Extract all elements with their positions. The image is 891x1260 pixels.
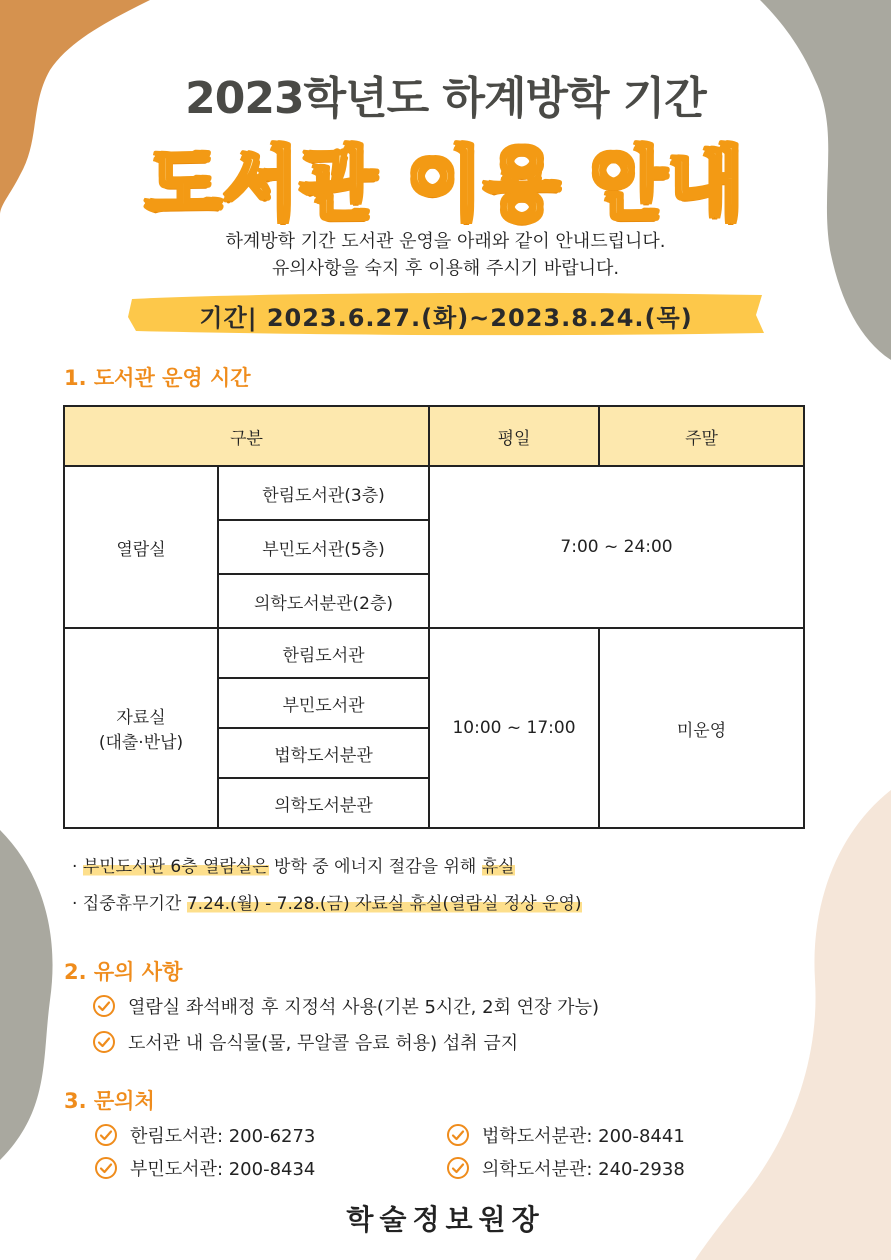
hours-table (63, 405, 805, 829)
check-circle-icon (92, 1030, 116, 1054)
check-circle-icon (94, 1123, 118, 1147)
check-circle-icon (446, 1156, 470, 1180)
headline: 2023학년도 하계방학 기간 (185, 73, 706, 124)
issuer-footer: 학술정보원장 (346, 1203, 545, 1236)
contact-text: 한림도서관: 200-6273 (130, 1126, 316, 1147)
table-header-row (64, 406, 804, 466)
check-circle-icon (92, 994, 116, 1018)
note-2 (72, 889, 582, 914)
check-circle-icon (446, 1123, 470, 1147)
contact-item (446, 1122, 685, 1148)
table-row (64, 466, 804, 520)
intro-text (0, 228, 891, 282)
archive-room-library: 한림도서관 (218, 628, 429, 678)
notice-item (92, 1029, 518, 1055)
intro-line-1: 하계방학 기간 도서관 운영을 아래와 같이 안내드립니다. (225, 231, 666, 252)
archive-room-library: 의학도서분관 (218, 778, 429, 828)
intro-line-2: 유의사항을 숙지 후 이용해 주시기 바랍니다. (271, 258, 620, 279)
header-weekday: 평일 (429, 406, 599, 466)
section-title-notice: 2. 유의 사항 (64, 960, 183, 984)
contact-item (94, 1155, 315, 1181)
note-1-highlight-2: 휴실 (481, 857, 515, 877)
note-1-middle: 방학 중 에너지 절감을 위해 (268, 857, 482, 877)
contact-item (94, 1122, 315, 1148)
check-circle-icon (94, 1156, 118, 1180)
notice-item (92, 993, 599, 1019)
archive-room-label (64, 628, 218, 828)
reading-room-hours: 7:00 ~ 24:00 (429, 466, 804, 628)
archive-room-library: 법학도서분관 (218, 728, 429, 778)
header-category: 구분 (64, 406, 429, 466)
note-1 (72, 852, 515, 877)
contact-text: 법학도서분관: 200-8441 (482, 1126, 685, 1147)
reading-room-library: 부민도서관(5층) (218, 520, 429, 574)
section-title-contact: 3. 문의처 (64, 1089, 155, 1113)
archive-room-label-line1: 자료실 (116, 708, 166, 728)
note-2-prefix: · 집중휴무기간 (72, 894, 187, 914)
note-1-prefix: · (72, 857, 83, 877)
archive-weekday-hours: 10:00 ~ 17:00 (429, 628, 599, 828)
section-title-hours: 1. 도서관 운영 시간 (64, 366, 251, 390)
reading-room-library: 의학도서분관(2층) (218, 574, 429, 628)
period-text: 기간| 2023.6.27.(화)~2023.8.24.(목) (199, 304, 693, 332)
contact-text: 부민도서관: 200-8434 (130, 1159, 316, 1180)
contact-text: 의학도서분관: 240-2938 (482, 1159, 685, 1180)
header-weekend: 주말 (599, 406, 804, 466)
archive-room-label-line2: (대출·반납) (98, 733, 184, 753)
notice-item-text: 열람실 좌석배정 후 지정석 사용(기본 5시간, 2회 연장 가능) (128, 997, 599, 1018)
contact-item (446, 1155, 685, 1181)
main-title: 도서관 이용 안내 (145, 140, 746, 230)
reading-room-library: 한림도서관(3층) (218, 466, 429, 520)
notice-item-text: 도서관 내 음식물(물, 무알콜 음료 허용) 섭취 금지 (128, 1033, 519, 1054)
table-row (64, 628, 804, 678)
archive-room-library: 부민도서관 (218, 678, 429, 728)
note-1-highlight: 부민도서관 6층 열람실은 (82, 857, 269, 877)
archive-weekend-hours: 미운영 (599, 628, 804, 828)
note-2-highlight: 7.24.(월) - 7.28.(금) 자료실 휴실(열람실 정상 운영) (186, 894, 582, 914)
reading-room-label: 열람실 (64, 466, 218, 628)
